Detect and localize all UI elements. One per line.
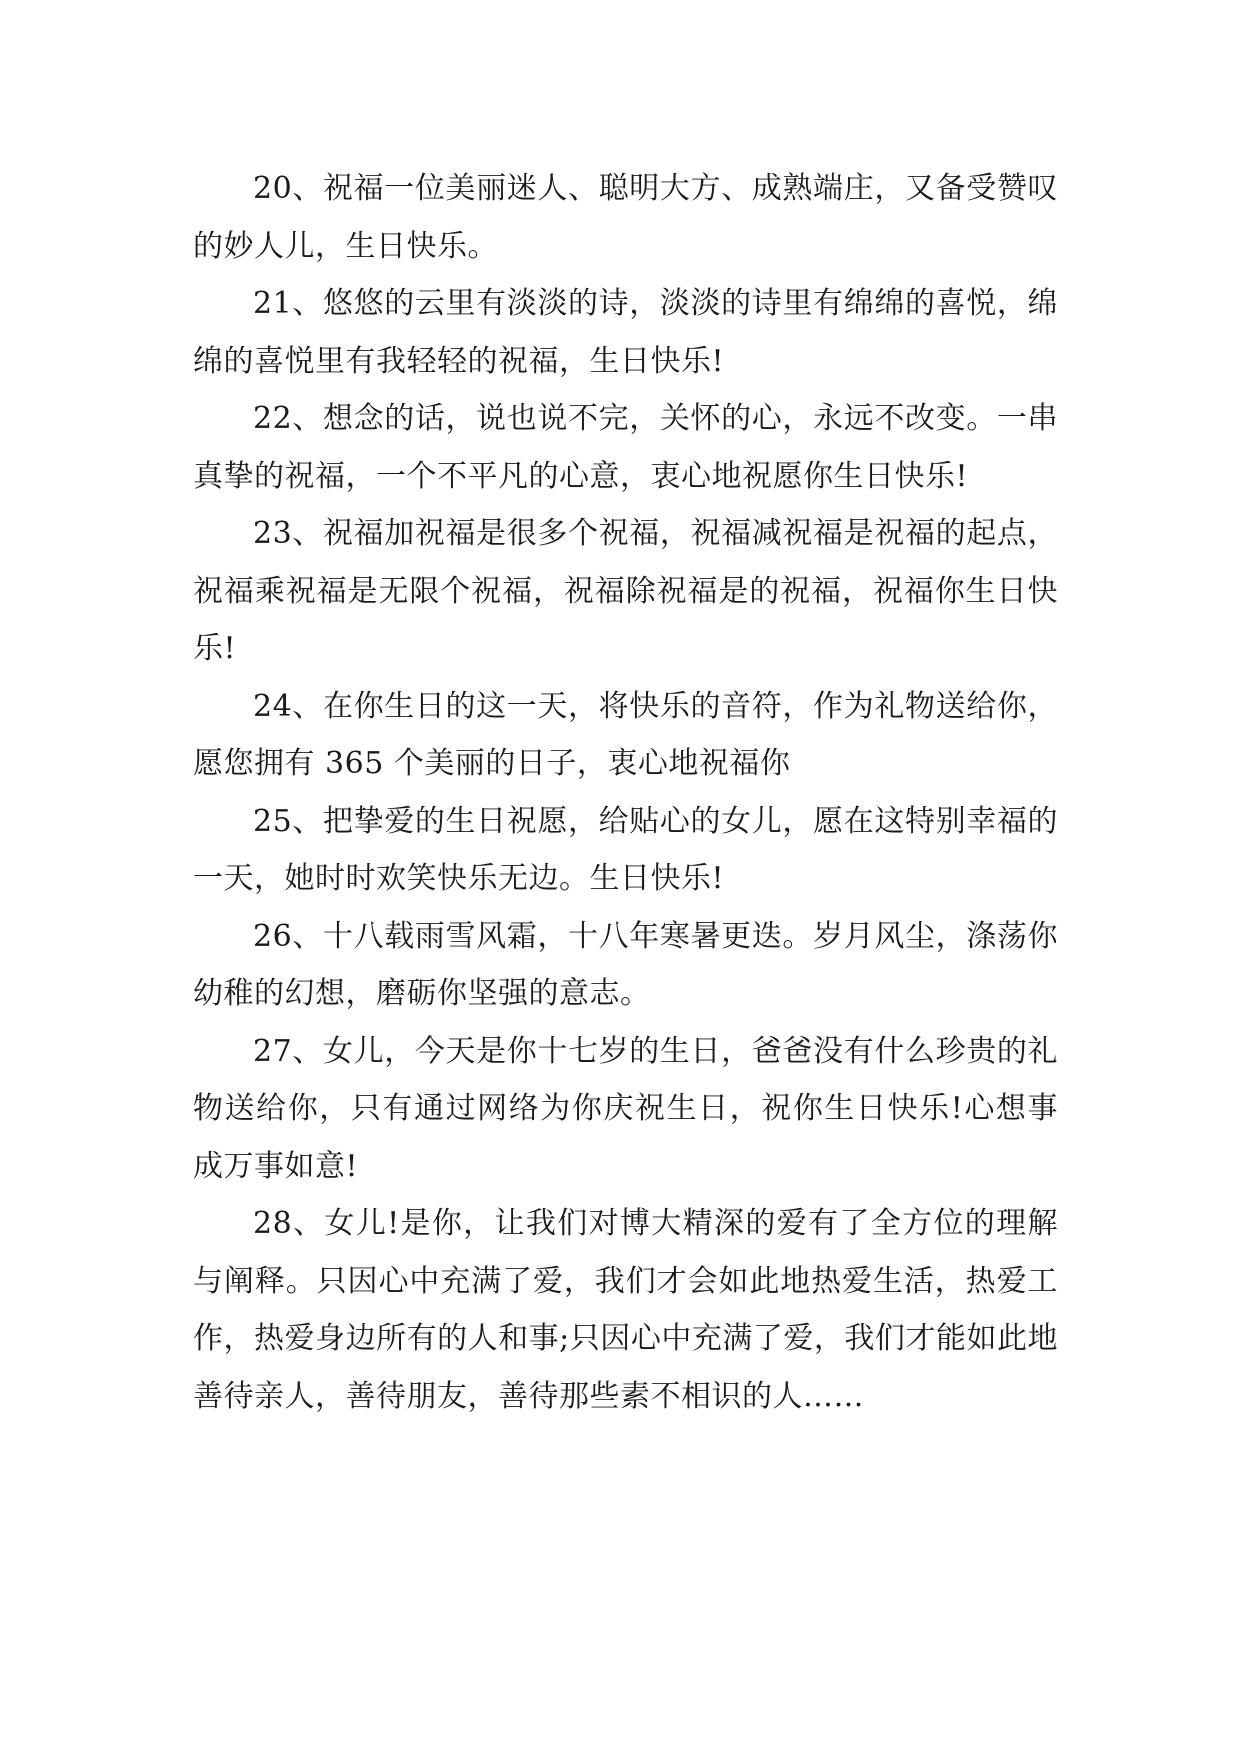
paragraph-24: 24、在你生日的这一天，将快乐的音符，作为礼物送给你，愿您拥有 365 个美丽的日子，衷心地祝福你 — [193, 688, 1058, 781]
paragraph-23: 23、祝福加祝福是很多个祝福，祝福减祝福是祝福的起点，祝福乘祝福是无限个祝福，祝福除祝福是的祝福，祝福你生日快乐! — [193, 516, 1058, 666]
paragraph-20: 20、祝福一位美丽迷人、聪明大方、成熟端庄，又备受赞叹的妙人儿，生日快乐。 — [193, 171, 1058, 264]
document-body — [193, 160, 1058, 1425]
paragraph-21: 21、悠悠的云里有淡淡的诗，淡淡的诗里有绵绵的喜悦，绵绵的喜悦里有我轻轻的祝福，生日快乐! — [193, 286, 1058, 379]
paragraph-28: 28、女儿!是你，让我们对博大精深的爱有了全方位的理解与阐释。只因心中充满了爱，我们才会如此地热爱生活，热爱工作，热爱身边所有的人和事;只因心中充满了爱，我们才能如此地善待亲人，善待朋友，善待那些素不相识的人…… — [193, 1206, 1058, 1414]
paragraph-22: 22、想念的话，说也说不完，关怀的心，永远不改变。一串真挚的祝福，一个不平凡的心意，衷心地祝愿你生日快乐! — [193, 401, 1058, 494]
paragraph-27: 27、女儿，今天是你十七岁的生日，爸爸没有什么珍贵的礼物送给你，只有通过网络为你庆祝生日，祝你生日快乐!心想事成万事如意! — [193, 1033, 1058, 1184]
paragraph-26: 26、十八载雨雪风霜，十八年寒暑更迭。岁月风尘，涤荡你幼稚的幻想，磨砺你坚强的意志。 — [193, 918, 1058, 1011]
paragraph-25: 25、把挚爱的生日祝愿，给贴心的女儿，愿在这特别幸福的一天，她时时欢笑快乐无边。生日快乐! — [193, 803, 1058, 896]
